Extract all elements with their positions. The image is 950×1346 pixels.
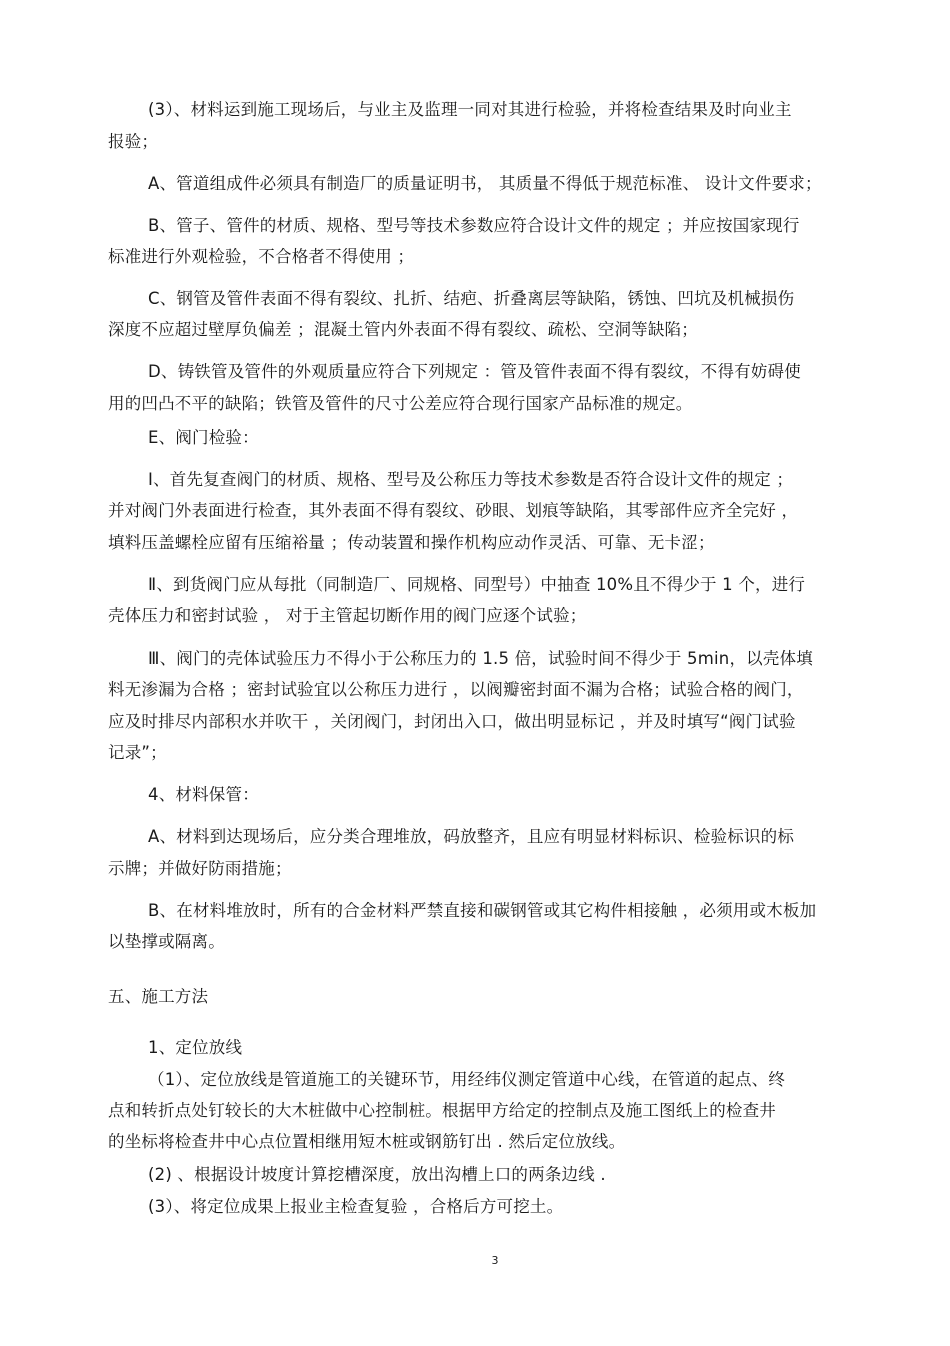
text-line: (2) 、根据设计坡度计算挖槽深度，放出沟槽上口的两条边线 . xyxy=(148,1165,606,1184)
text-line: A、管道组成件必须具有制造厂的质量证明书， 其质量不得低于规范标准、 设计文件要求； xyxy=(148,174,822,193)
text-line: 的坐标将检查井中心点位置相继用短木桩或钢筋钉出 . 然后定位放线。 xyxy=(108,1132,626,1151)
text-line: 并对阀门外表面进行检查，其外表面不得有裂纹、砂眼、划痕等缺陷，其零部件应齐全完好 ， xyxy=(108,501,799,520)
text-line: E、阀门检验： xyxy=(148,428,259,447)
text-line: (3）、将定位成果上报业主检查复验 ，合格后方可挖土。 xyxy=(148,1197,564,1216)
text-line: 用的凹凸不平的缺陷；铁管及管件的尺寸公差应符合现行国家产品标准的规定。 xyxy=(108,394,693,413)
text-line: 标准进行外观检验，不合格者不得使用 ； xyxy=(108,247,415,266)
text-line: （1）、定位放线是管道施工的关键环节，用经纬仪测定管道中心线，在管道的起点、终 xyxy=(148,1070,786,1089)
text-line: Ⅰ、首先复查阀门的材质、规格、型号及公称压力等技术参数是否符合设计文件的规定 ； xyxy=(148,470,794,489)
text-line: 点和转折点处钉较长的大木桩做中心控制桩。根据甲方给定的控制点及施工图纸上的检查井 xyxy=(108,1101,776,1120)
text-line: B、在材料堆放时，所有的合金材料严禁直接和碳钢管或其它构件相接触 ，必须用或木板加 xyxy=(148,901,817,920)
page-number: 3 xyxy=(491,1254,499,1267)
text-line: C、钢管及管件表面不得有裂纹、扎折、结疤、折叠离层等缺陷，锈蚀、凹坑及机械损伤 xyxy=(148,289,795,308)
text-line: 填料压盖螺栓应留有压缩裕量 ；传动装置和操作机构应动作灵活、可靠、无卡涩； xyxy=(108,533,715,552)
text-line: A、材料到达现场后，应分类合理堆放，码放整齐，且应有明显材料标识、检验标识的标 xyxy=(148,827,795,846)
text-line: 料无渗漏为合格 ；密封试验宜以公称压力进行 ，以阀瓣密封面不漏为合格；试验合格的阀门， xyxy=(108,680,804,699)
text-line: 记录”； xyxy=(108,743,167,762)
text-line: 以垫撑或隔离。 xyxy=(108,932,225,951)
subsection-heading: 1、定位放线 xyxy=(148,1038,243,1057)
text-line: 壳体压力和密封试验 ， 对于主管起切断作用的阀门应逐个试验； xyxy=(108,606,587,625)
text-line: Ⅱ、到货阀门应从每批（同制造厂、同规格、同型号）中抽查 10%且不得少于 1 个，进行 xyxy=(148,575,806,594)
text-line: 深度不应超过壁厚负偏差 ；混凝土管内外表面不得有裂纹、疏松、空洞等缺陷； xyxy=(108,320,698,339)
text-line: D、铸铁管及管件的外观质量应符合下列规定 ：管及管件表面不得有裂纹，不得有妨碍使 xyxy=(148,362,801,381)
text-line: 报验； xyxy=(108,132,159,151)
text-line: (3）、材料运到施工现场后，与业主及监理一同对其进行检验，并将检查结果及时向业主 xyxy=(148,100,792,119)
text-line: B、管子、管件的材质、规格、型号等技术参数应符合设计文件的规定 ；并应按国家现行 xyxy=(148,216,800,235)
text-line: 应及时排尽内部积水并吹干 ，关闭阀门，封闭出入口，做出明显标记 ，并及时填写“阀门试验 xyxy=(108,712,796,731)
text-line: 示牌；并做好防雨措施； xyxy=(108,859,292,878)
text-line: Ⅲ、阀门的壳体试验压力不得小于公称压力的 1.5 倍，试验时间不得少于 5min，以壳体填 xyxy=(148,649,813,668)
section-heading: 五、施工方法 xyxy=(108,987,209,1006)
text-line: 4、材料保管： xyxy=(148,785,259,804)
